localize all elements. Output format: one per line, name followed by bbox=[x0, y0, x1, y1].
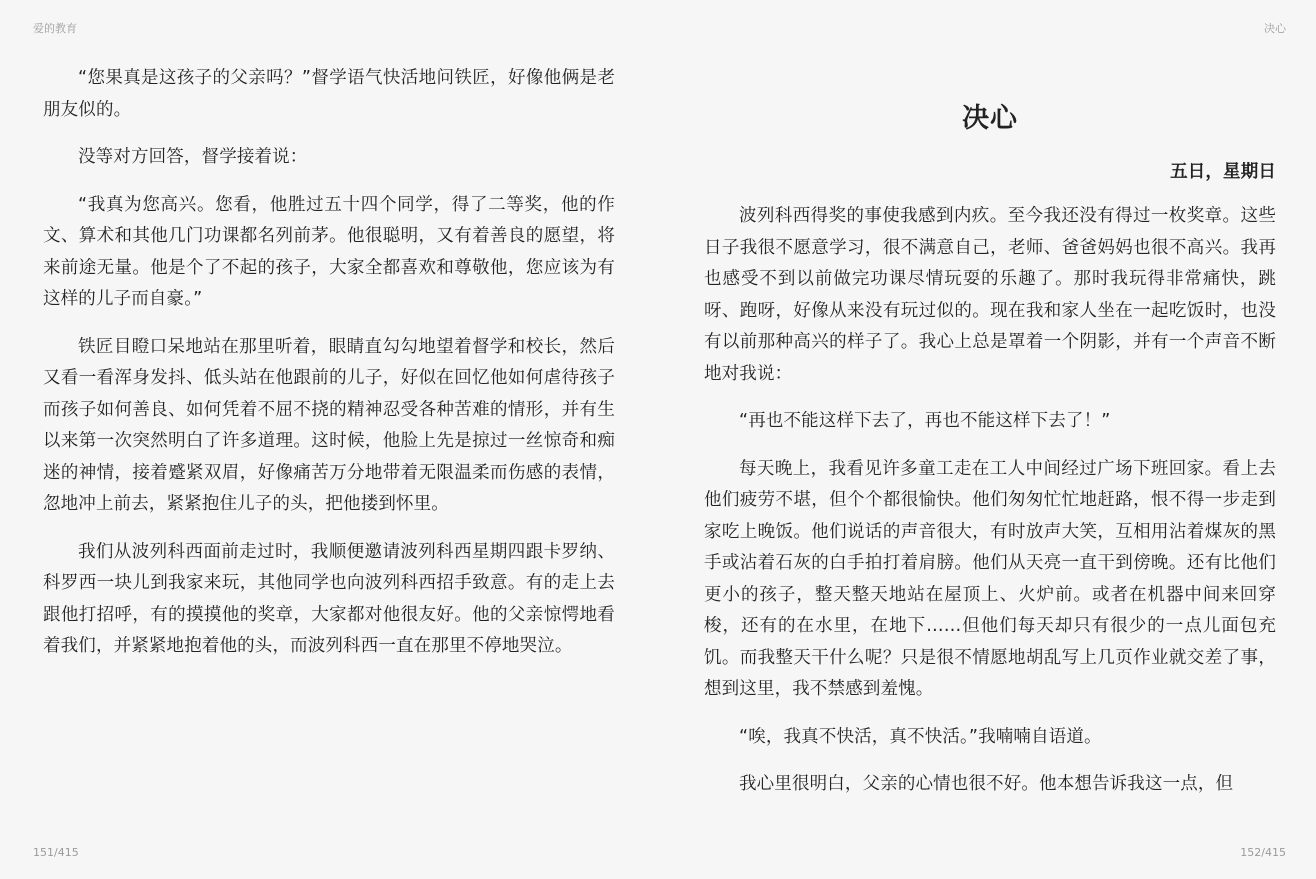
book-title-header: 爱的教育 bbox=[33, 22, 77, 35]
chapter-date: 五日，星期日 bbox=[1170, 162, 1276, 182]
page-number-left: 151/415 bbox=[33, 846, 79, 859]
paragraph: “唉，我真不快活，真不快活。”我喃喃自语道。 bbox=[739, 726, 1102, 747]
chapter-title-header: 决心 bbox=[1264, 22, 1286, 35]
paragraph: 每天晚上，我看见许多童工走在工人中间经过广场下班回家。看上去他们疲劳不堪，但个个都很愉快。他们匆匆忙忙地赶路，恨不得一步走到家吃上晚饭。他们说话的声音很大，有时放声大笑，互相用沾着煤灰的黑手或沾着石灰的白手拍打着肩膀。他们从天亮一直干到傍晚。还有比他们更小的孩子，整天整天地站在屋顶上、火炉前。或者在机器中间来回穿梭，还有的在水里，在地下……但他们每天却只有很少的一点儿面包充饥。而我整天干什么呢？只是很不情愿地胡乱写上几页作业就交差了事，想到这里，我不禁感到羞愧。 bbox=[704, 458, 1276, 699]
paragraph: 我们从波列科西面前走过时，我顺便邀请波列科西星期四跟卡罗纳、科罗西一块儿到我家来玩，其他同学也向波列科西招手致意。有的走上去跟他打招呼，有的摸摸他的奖章，大家都对他很友好。他的父亲惊愕地看着我们，并紧紧地抱着他的头，而波列科西一直在那里不停地哭泣。 bbox=[43, 541, 615, 656]
paragraph: 铁匠目瞪口呆地站在那里听着，眼睛直勾勾地望着督学和校长，然后又看一看浑身发抖、低头站在他跟前的儿子，好似在回忆他如何虐待孩子而孩子如何善良、如何凭着不屈不挠的精神忍受各种苦难的情形，并有生以来第一次突然明白了许多道理。这时候，他脸上先是掠过一丝惊奇和痴迷的神情，接着蹙紧双眉，好像痛苦万分地带着无限温柔而伤感的表情，忽地冲上前去，紧紧抱住儿子的头，把他搂到怀里。 bbox=[43, 336, 615, 514]
paragraph: 我心里很明白，父亲的心情也很不好。他本想告诉我这一点，但 bbox=[739, 774, 1234, 794]
page-number-right: 152/415 bbox=[1240, 846, 1286, 859]
paragraph: “我真为您高兴。您看，他胜过五十四个同学，得了二等奖，他的作文、算术和其他几门功课都名列前茅。他很聪明，又有着善良的愿望，将来前途无量。他是个了不起的孩子，大家全都喜欢和尊敬他，您应该为有这样的儿子而自豪。” bbox=[43, 194, 615, 309]
paragraph: “您果真是这孩子的父亲吗？”督学语气快活地问铁匠，好像他俩是老朋友似的。 bbox=[43, 68, 615, 120]
paragraph: 没等对方回答，督学接着说： bbox=[78, 147, 308, 167]
paragraph: 波列科西得奖的事使我感到内疚。至今我还没有得过一枚奖章。这些日子我很不愿意学习，很不满意自己，老师、爸爸妈妈也很不高兴。我再也感受不到以前做完功课尽情玩耍的乐趣了。那时我玩得非常痛快，跳呀、跑呀，好像从来没有玩过似的。现在我和家人坐在一起吃饭时，也没有以前那种高兴的样子了。我心上总是罩着一个阴影，并有一个声音不断地对我说： bbox=[704, 206, 1276, 384]
paragraph: “再也不能这样下去了，再也不能这样下去了！” bbox=[739, 411, 1111, 431]
right-page[interactable] bbox=[704, 95, 1276, 817]
left-page[interactable] bbox=[43, 63, 615, 679]
chapter-title: 决心 bbox=[962, 103, 1018, 134]
